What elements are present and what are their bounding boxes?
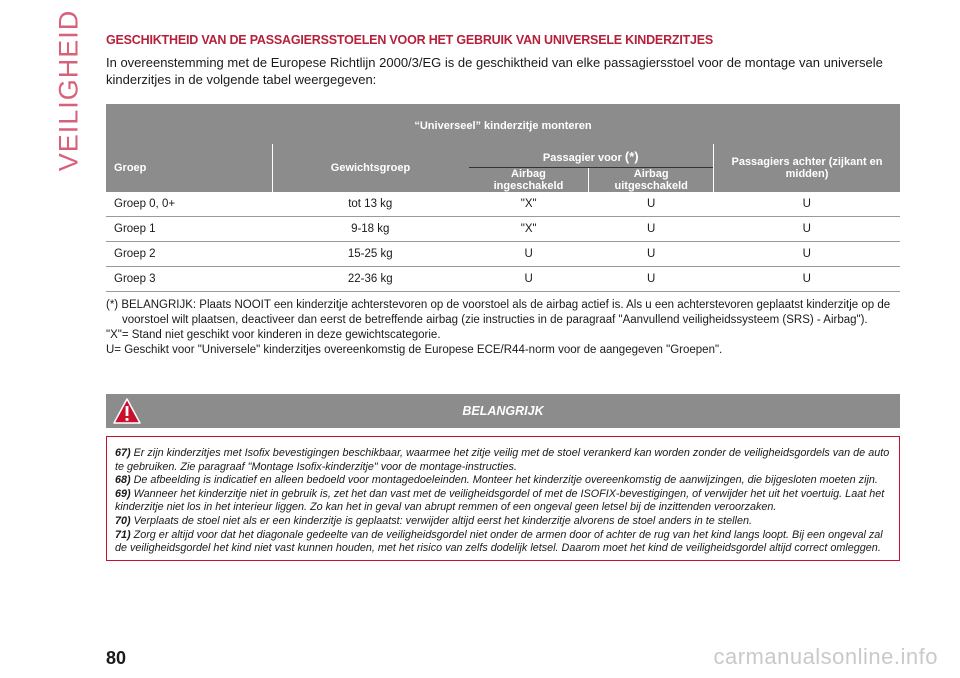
cell-weight: tot 13 kg [272,192,469,217]
intro-paragraph: In overeenstemming met de Europese Richtlijn 2000/3/EG is de geschiktheid van elke passagiersstoel voor de montage van universele kinderzitjes in de volgende tabel weergegeven: [106,55,883,87]
cell-group: Groep 2 [106,242,272,267]
cell-airbag-off: U [589,217,714,242]
cell-rear: U [714,242,901,267]
col-header-front-mark: (*) [624,148,639,164]
col-header-airbag-off: Airbag uitgeschakeld [589,168,714,192]
table-title: “Universeel” kinderzitje monteren [106,104,900,144]
warning-item-text: Er zijn kinderzitjes met Isofix bevestigingen beschikbaar, waarmee het zitje veilig met de stoel verankerd kan worden zonder de veiligheidsgordels van de auto te gebruiken. Zie paragraaf "Montage Isofix-kinderzitje" voor de montage-instructies. [115,447,890,473]
cell-group: Groep 3 [106,267,272,292]
warning-item-number: 70) [115,514,131,527]
cell-rear: U [714,192,901,217]
warning-box [106,436,900,561]
col-header-weight: Gewichtsgroep [272,144,469,192]
warning-item-number: 68) [115,474,131,487]
cell-group: Groep 0, 0+ [106,192,272,217]
cell-group: Groep 1 [106,217,272,242]
note-star: (*) BELANGRIJK: Plaats NOOIT een kinderzitje achterstevoren op de voorstoel als de airbag actief is. Als u een achterstevoren geplaatst kinderzitje op de voorstoel wilt plaatsen, deactiveer dan eerst de betreffende airbag (zie instructies in de paragraaf "Aanvullend veiligheidssysteem (SRS) - Airbag"). [106,299,891,326]
warning-header [106,394,900,428]
note-u: U= Geschikt voor "Universele" kinderzitjes overeenkomstig de Europese ECE/R44-norm voor de aangegeven "Groepen". [106,344,723,356]
section-side-label [52,9,86,171]
warning-item-text: De afbeelding is indicatief en alleen bedoeld voor montagedoeleinden. Monteer het kinderzitje overeenkomstig de aanwijzingen, die bijgesloten moeten zijn. [133,474,878,487]
section-side-label-text: VEILIGHEID [53,9,84,171]
cell-airbag-off: U [589,192,714,217]
warning-item-text: Verplaats de stoel niet als er een kinderzitje is geplaatst: verwijder altijd eerst het kinderzitje alvorens de stoel anders in te stellen. [133,514,752,527]
col-header-rear: Passagiers achter (zijkant en midden) [714,144,901,192]
cell-airbag-off: U [589,267,714,292]
cell-rear: U [714,267,901,292]
warning-item-number: 71) [115,528,131,541]
table-notes [106,298,900,358]
table-row [106,267,900,292]
header-divider-line [469,167,714,168]
cell-weight: 9-18 kg [272,217,469,242]
warning-item [115,529,891,556]
col-header-front-passenger [469,144,714,168]
warning-item-text: Zorg er altijd voor dat het diagonale gedeelte van de veiligheidsgordel niet onder de armen door of achter de rug van het kind langs loopt. Bij een ongeval zal de veiligheidsgordel het kind niet vast kunnen houden, met het risico van zelfs dodelijk letsel. Daarom moet het kind de veiligheidsgordel altijd correct omleggen. [115,528,883,555]
warning-item [115,474,891,488]
table-row [106,242,900,267]
warning-item-number: 69) [115,487,131,500]
child-seat-table [106,104,900,292]
warning-item [115,447,891,474]
page-content [106,32,900,561]
cell-airbag-on: "X" [469,192,589,217]
warning-item [115,515,891,529]
col-header-front-label: Passagier voor [542,151,622,164]
page-number: 80 [106,648,127,668]
cell-airbag-off: U [589,242,714,267]
cell-airbag-on: U [469,267,589,292]
cell-rear: U [714,217,901,242]
warning-title: BELANGRIJK [462,404,544,418]
cell-weight: 22-36 kg [272,267,469,292]
warning-item-text: Wanneer het kinderzitje niet in gebruik is, zet het dan vast met de veiligheidsgordel of met de ISOFIX-bevestigingen, of verwijder het uit het voertuig. Laat het kinderzitje niet los in het interieur liggen. Zo kan het in geval van abrupt remmen of een ongeval geen letsel bij de inzittenden veroorzaken. [115,487,885,514]
table-row [106,192,900,217]
cell-airbag-on: U [469,242,589,267]
warning-item [115,488,891,515]
warning-triangle-icon [112,396,142,426]
table-row [106,217,900,242]
cell-airbag-on: "X" [469,217,589,242]
section-heading: GESCHIKTHEID VAN DE PASSAGIERSSTOELEN VOOR HET GEBRUIK VAN UNIVERSELE KINDERZITJES [106,33,714,47]
col-header-group: Groep [106,144,272,192]
watermark: carmanualsonline.info [713,644,938,669]
warning-item-number: 67) [115,447,131,459]
cell-weight: 15-25 kg [272,242,469,267]
note-x: "X"= Stand niet geschikt voor kinderen in deze gewichtscategorie. [106,329,441,341]
col-header-airbag-on: Airbag ingeschakeld [469,168,589,192]
